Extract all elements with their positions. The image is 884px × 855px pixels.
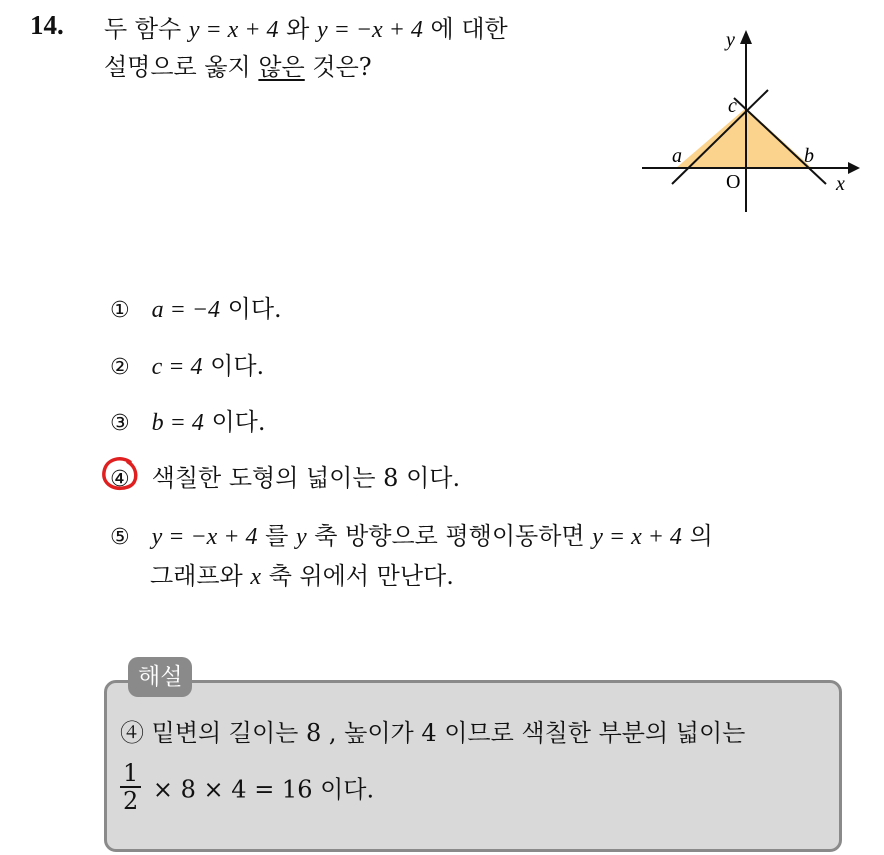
option-3-marker: ③ xyxy=(110,411,130,436)
fraction-one-half: $\frac{1}{2}$ xyxy=(120,760,141,814)
option-4[interactable]: ④ 색칠한 도형의 넓이는 8 이다. xyxy=(110,462,460,496)
point-b-label: b xyxy=(804,145,814,167)
x-axis-label: x xyxy=(836,173,845,195)
equation-1: y = x + 4 xyxy=(188,17,279,43)
option-4-marker: ④ xyxy=(110,467,130,492)
option-5[interactable]: ⑤ y = −x + 4 를 y 축 방향으로 평행이동하면 y = x + 4 의 xyxy=(110,520,713,554)
question-number: 14. xyxy=(30,10,64,40)
origin-label: O xyxy=(726,171,741,193)
point-a-label: a xyxy=(672,145,682,167)
question-text-line1: 두 함수 y = x + 4 와 y = −x + 4 에 대한 xyxy=(104,15,508,43)
option-1[interactable]: ① a = −4 이다. xyxy=(110,293,282,327)
y-axis-label: y xyxy=(726,29,735,51)
solution-tab: 해설 xyxy=(128,657,192,697)
coordinate-graph xyxy=(636,22,866,222)
x-axis-arrow xyxy=(848,162,860,174)
underlined-word: 않은 xyxy=(258,53,305,81)
point-c-label: c xyxy=(728,95,737,117)
equation-2: y = −x + 4 xyxy=(317,17,423,43)
y-axis-arrow xyxy=(740,30,752,44)
option-1-marker: ① xyxy=(110,298,130,323)
option-2[interactable]: ② c = 4 이다. xyxy=(110,350,264,384)
solution-line2: $\frac{1}{2}$ × 8 × 4 = 16 이다. xyxy=(120,760,374,820)
option-5-marker: ⑤ xyxy=(110,525,130,550)
solution-line1: ④ 밑변의 길이는 8 , 높이가 4 이므로 색칠한 부분의 넓이는 xyxy=(120,719,746,747)
option-5-line2: 그래프와 x 축 위에서 만난다. xyxy=(150,562,454,590)
option-3[interactable]: ③ b = 4 이다. xyxy=(110,406,265,440)
option-2-marker: ② xyxy=(110,355,130,380)
question-text-line2: 설명으로 옳지 않은 것은? xyxy=(104,53,372,81)
